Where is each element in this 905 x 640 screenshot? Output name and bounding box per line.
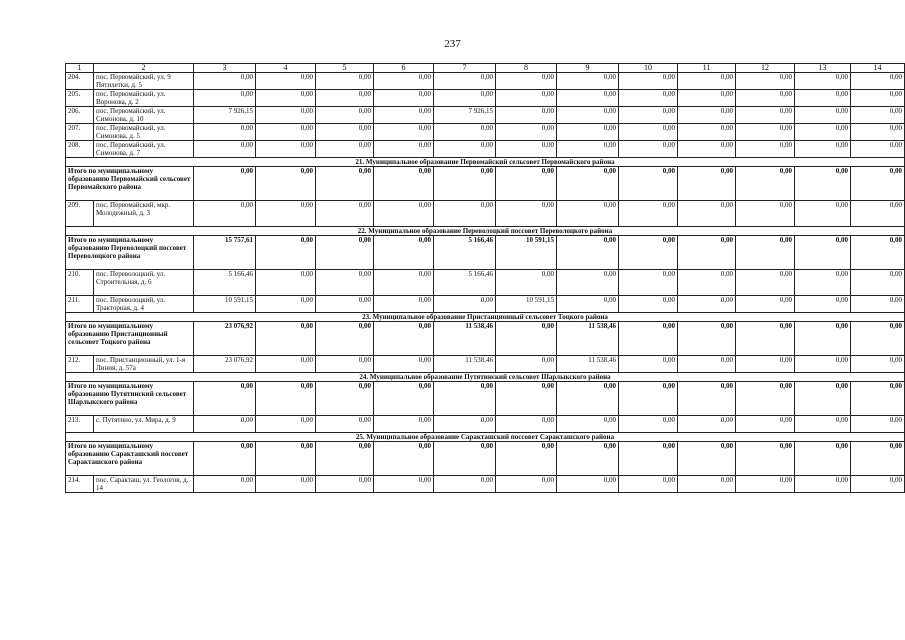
row-value: 0,00 [256,356,316,373]
row-value: 0,00 [851,476,905,493]
total-row [66,236,905,270]
column-header: 2 [94,64,194,73]
total-value: 0,00 [374,167,434,201]
row-value: 0,00 [434,90,496,107]
row-value: 0,00 [619,270,678,296]
row-value: 0,00 [434,296,496,313]
row-value: 0,00 [795,141,851,158]
column-header: 9 [557,64,619,73]
row-value: 0,00 [434,201,496,227]
row-value: 0,00 [736,124,795,141]
row-value: 11 538,46 [434,356,496,373]
row-value: 0,00 [316,270,374,296]
row-address: пос. Саракташ, ул. Геологов, д. 14 [94,476,194,493]
total-value: 0,00 [316,322,374,356]
total-value: 0,00 [557,167,619,201]
row-value: 0,00 [557,124,619,141]
column-header: 11 [678,64,736,73]
table-row [66,107,905,124]
row-value: 0,00 [619,416,678,433]
row-value: 0,00 [434,416,496,433]
row-value: 0,00 [557,90,619,107]
row-value: 0,00 [557,270,619,296]
row-number: 212. [66,356,94,373]
total-value: 0,00 [496,442,557,476]
row-value: 0,00 [496,356,557,373]
total-value: 0,00 [374,322,434,356]
section-heading: 24. Муниципальное образование Путятинский сельсовет Шарлыкского района [66,373,905,382]
row-value: 0,00 [619,90,678,107]
row-value: 0,00 [851,141,905,158]
table-row [66,270,905,296]
row-value: 0,00 [194,90,256,107]
row-value: 0,00 [256,416,316,433]
total-value: 0,00 [851,167,905,201]
total-label: Итого по муниципальному образованию Путятинский сельсовет Шарлыкского района [66,382,194,416]
row-number: 211. [66,296,94,313]
total-value: 0,00 [374,382,434,416]
total-value: 0,00 [256,167,316,201]
row-value: 0,00 [316,141,374,158]
row-value: 0,00 [374,73,434,90]
total-value: 0,00 [795,442,851,476]
total-value: 0,00 [557,382,619,416]
row-value: 0,00 [557,107,619,124]
row-value: 0,00 [619,124,678,141]
row-value: 0,00 [496,416,557,433]
total-value: 0,00 [434,167,496,201]
total-value: 0,00 [256,322,316,356]
total-value: 5 166,46 [434,236,496,270]
row-value: 0,00 [795,416,851,433]
row-value: 0,00 [736,73,795,90]
total-value: 0,00 [678,442,736,476]
row-value: 0,00 [851,270,905,296]
total-value: 0,00 [619,322,678,356]
row-value: 0,00 [736,90,795,107]
column-header: 10 [619,64,678,73]
column-header: 1 [66,64,94,73]
row-address: пос. Первомайский, ул. Симонова, д. 7 [94,141,194,158]
total-value: 0,00 [374,236,434,270]
row-value: 0,00 [619,201,678,227]
row-value: 0,00 [256,107,316,124]
row-value: 0,00 [194,73,256,90]
row-value: 0,00 [619,476,678,493]
section-heading-row [66,158,905,167]
row-value: 0,00 [496,73,557,90]
total-value: 0,00 [434,382,496,416]
row-value: 0,00 [795,476,851,493]
total-value: 0,00 [736,236,795,270]
row-value: 0,00 [619,356,678,373]
row-value: 0,00 [557,296,619,313]
header-row [66,64,905,73]
table-row [66,476,905,493]
row-address: пос. Пристанционный, ул. 1-я Линия, д. 57а [94,356,194,373]
total-value: 0,00 [316,236,374,270]
row-value: 0,00 [194,201,256,227]
column-header: 13 [795,64,851,73]
total-value: 0,00 [736,442,795,476]
row-value: 0,00 [316,476,374,493]
total-value: 0,00 [851,442,905,476]
row-value: 0,00 [496,124,557,141]
row-value: 0,00 [619,107,678,124]
row-value: 0,00 [256,73,316,90]
row-value: 0,00 [795,73,851,90]
section-heading: 22. Муниципальное образование Переволоцкий поссовет Переволоцкого района [66,227,905,236]
row-value: 7 926,15 [434,107,496,124]
table-row [66,356,905,373]
row-value: 0,00 [256,296,316,313]
row-value: 0,00 [316,73,374,90]
column-header: 6 [374,64,434,73]
row-value: 0,00 [256,124,316,141]
row-value: 0,00 [316,356,374,373]
row-number: 207. [66,124,94,141]
row-value: 0,00 [194,141,256,158]
total-value: 0,00 [496,322,557,356]
row-number: 204. [66,73,94,90]
column-header: 12 [736,64,795,73]
row-value: 0,00 [256,476,316,493]
total-value: 0,00 [619,236,678,270]
row-value: 0,00 [678,356,736,373]
row-number: 213. [66,416,94,433]
total-value: 15 757,61 [194,236,256,270]
row-value: 0,00 [316,201,374,227]
row-value: 0,00 [851,201,905,227]
row-value: 0,00 [736,296,795,313]
row-value: 0,00 [619,141,678,158]
row-value: 0,00 [795,270,851,296]
total-label: Итого по муниципальному образованию Пристанционный сельсовет Тоцкого района [66,322,194,356]
table-row [66,124,905,141]
row-value: 0,00 [374,90,434,107]
total-value: 0,00 [619,382,678,416]
total-row [66,322,905,356]
row-value: 0,00 [316,416,374,433]
row-value: 0,00 [851,296,905,313]
row-number: 208. [66,141,94,158]
row-value: 0,00 [851,107,905,124]
row-value: 0,00 [736,356,795,373]
table-row [66,90,905,107]
total-value: 0,00 [194,382,256,416]
total-value: 10 591,15 [496,236,557,270]
section-heading: 21. Муниципальное образование Первомайский сельсовет Первомайского района [66,158,905,167]
row-value: 0,00 [557,201,619,227]
row-value: 0,00 [434,141,496,158]
row-value: 0,00 [316,90,374,107]
row-value: 0,00 [557,476,619,493]
row-value: 0,00 [496,201,557,227]
row-value: 0,00 [678,201,736,227]
row-value: 0,00 [496,141,557,158]
row-value: 0,00 [851,90,905,107]
total-value: 0,00 [678,167,736,201]
row-value: 0,00 [374,270,434,296]
total-value: 0,00 [256,236,316,270]
row-value: 0,00 [374,476,434,493]
row-value: 0,00 [374,141,434,158]
column-header: 5 [316,64,374,73]
row-number: 206. [66,107,94,124]
total-value: 0,00 [316,382,374,416]
total-value: 0,00 [496,382,557,416]
row-value: 23 076,92 [194,356,256,373]
total-value: 0,00 [194,167,256,201]
row-value: 0,00 [434,476,496,493]
row-value: 0,00 [434,73,496,90]
row-value: 0,00 [678,73,736,90]
row-value: 0,00 [256,90,316,107]
total-value: 0,00 [434,442,496,476]
row-number: 210. [66,270,94,296]
row-value: 0,00 [619,296,678,313]
row-address: пос. Переволоцкий, ул. Тракторная, д. 4 [94,296,194,313]
row-value: 0,00 [194,476,256,493]
total-value: 0,00 [851,382,905,416]
total-row [66,442,905,476]
total-value: 0,00 [557,442,619,476]
row-value: 0,00 [256,141,316,158]
row-value: 0,00 [678,296,736,313]
row-value: 0,00 [374,201,434,227]
total-value: 0,00 [795,322,851,356]
column-header: 3 [194,64,256,73]
row-value: 0,00 [496,476,557,493]
row-value: 0,00 [316,296,374,313]
row-value: 0,00 [256,201,316,227]
total-value: 11 538,46 [434,322,496,356]
total-value: 0,00 [736,167,795,201]
row-value: 0,00 [194,124,256,141]
row-value: 0,00 [374,416,434,433]
data-table [65,63,905,493]
total-value: 0,00 [194,442,256,476]
row-value: 0,00 [619,73,678,90]
section-heading-row [66,373,905,382]
total-value: 11 538,46 [557,322,619,356]
row-value: 0,00 [374,107,434,124]
row-value: 0,00 [736,107,795,124]
column-header: 8 [496,64,557,73]
row-value: 0,00 [496,90,557,107]
row-address: с. Путятино, ул. Мира, д. 9 [94,416,194,433]
row-value: 0,00 [316,124,374,141]
row-number: 214. [66,476,94,493]
row-value: 0,00 [678,270,736,296]
row-value: 0,00 [678,124,736,141]
row-value: 0,00 [678,107,736,124]
row-address: пос. Первомайский, ул. 9 Пятилетки, д. 5 [94,73,194,90]
total-value: 23 076,92 [194,322,256,356]
row-value: 0,00 [795,296,851,313]
total-value: 0,00 [256,442,316,476]
total-value: 0,00 [316,442,374,476]
total-value: 0,00 [619,442,678,476]
row-value: 0,00 [795,356,851,373]
row-value: 11 538,46 [557,356,619,373]
row-value: 0,00 [736,141,795,158]
row-value: 0,00 [557,73,619,90]
total-label: Итого по муниципальному образованию Саракташский поссовет Саракташского района [66,442,194,476]
row-value: 0,00 [374,296,434,313]
total-value: 0,00 [678,236,736,270]
total-label: Итого по муниципальному образованию Переволоцкий поссовет Переволоцкого района [66,236,194,270]
row-value: 10 591,15 [194,296,256,313]
total-value: 0,00 [316,167,374,201]
row-value: 0,00 [678,476,736,493]
row-value: 0,00 [316,107,374,124]
row-value: 0,00 [795,201,851,227]
row-value: 0,00 [795,90,851,107]
row-address: пос. Первомайский, ул. Симонова, д. 5 [94,124,194,141]
table-row [66,141,905,158]
row-value: 0,00 [557,141,619,158]
total-label: Итого по муниципальному образованию Первомайский сельсовет Первомайского района [66,167,194,201]
total-value: 0,00 [736,322,795,356]
total-value: 0,00 [795,167,851,201]
table-row [66,73,905,90]
total-value: 0,00 [557,236,619,270]
row-number: 205. [66,90,94,107]
total-value: 0,00 [496,167,557,201]
total-value: 0,00 [795,382,851,416]
row-address: пос. Первомайский, мкр. Молодежный, д. 3 [94,201,194,227]
total-value: 0,00 [851,236,905,270]
total-value: 0,00 [795,236,851,270]
row-value: 0,00 [194,416,256,433]
row-value: 0,00 [736,416,795,433]
row-value: 0,00 [795,124,851,141]
row-value: 0,00 [678,141,736,158]
total-row [66,382,905,416]
row-address: пос. Переволоцкий, ул. Строительная, д. 6 [94,270,194,296]
row-number: 209. [66,201,94,227]
row-value: 0,00 [434,124,496,141]
section-heading-row [66,313,905,322]
row-value: 0,00 [557,416,619,433]
table-row [66,296,905,313]
table-row [66,416,905,433]
total-row [66,167,905,201]
total-value: 0,00 [619,167,678,201]
row-value: 10 591,15 [496,296,557,313]
row-value: 0,00 [795,107,851,124]
row-address: пос. Первомайский, ул. Симонова, д. 10 [94,107,194,124]
row-value: 0,00 [851,73,905,90]
row-value: 0,00 [678,90,736,107]
total-value: 0,00 [736,382,795,416]
column-header: 7 [434,64,496,73]
section-heading: 25. Муниципальное образование Саракташский поссовет Саракташского района [66,433,905,442]
row-value: 0,00 [851,124,905,141]
section-heading-row [66,433,905,442]
section-heading-row [66,227,905,236]
row-value: 0,00 [851,416,905,433]
row-value: 0,00 [736,476,795,493]
row-value: 0,00 [374,356,434,373]
total-value: 0,00 [851,322,905,356]
total-value: 0,00 [374,442,434,476]
row-value: 0,00 [736,270,795,296]
row-value: 5 166,46 [194,270,256,296]
row-address: пос. Первомайский, ул. Воронова, д. 2 [94,90,194,107]
table-row [66,201,905,227]
row-value: 0,00 [496,107,557,124]
row-value: 0,00 [851,356,905,373]
row-value: 0,00 [678,416,736,433]
column-header: 14 [851,64,905,73]
row-value: 7 926,15 [194,107,256,124]
page-number: 237 [444,38,461,50]
total-value: 0,00 [678,382,736,416]
section-heading: 23. Муниципальное образование Пристанционный сельсовет Тоцкого района [66,313,905,322]
row-value: 0,00 [496,270,557,296]
row-value: 5 166,46 [434,270,496,296]
row-value: 0,00 [736,201,795,227]
column-header: 4 [256,64,316,73]
total-value: 0,00 [256,382,316,416]
row-value: 0,00 [374,124,434,141]
total-value: 0,00 [678,322,736,356]
row-value: 0,00 [256,270,316,296]
